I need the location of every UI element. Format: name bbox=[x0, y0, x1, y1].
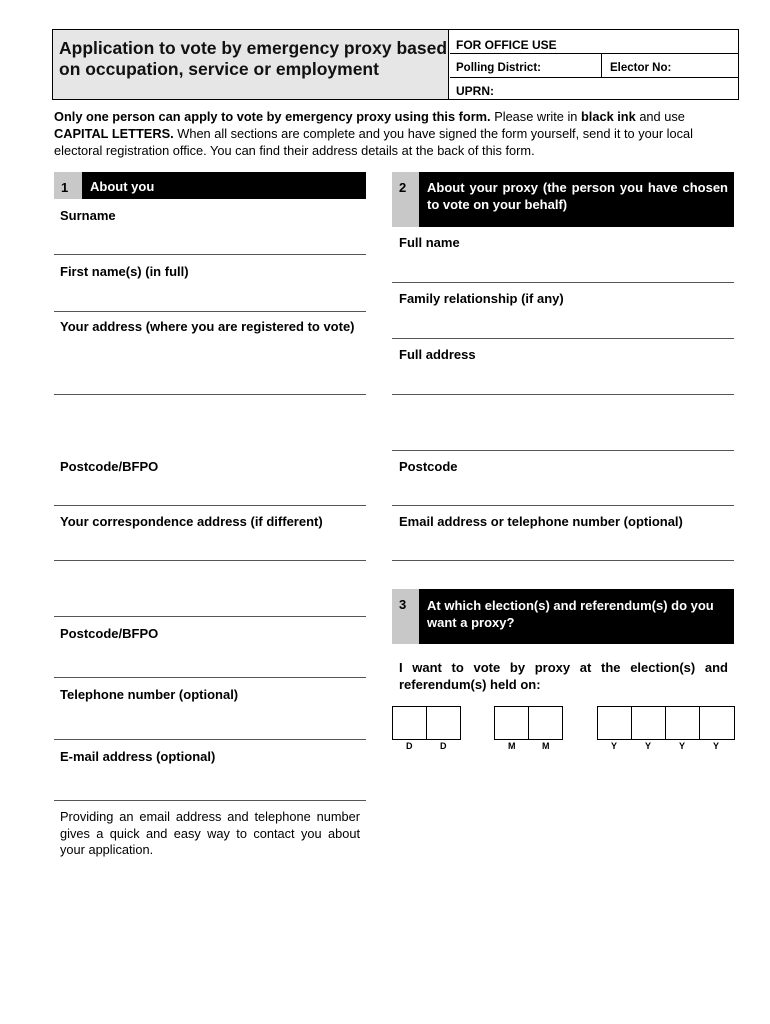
day-digit-1[interactable] bbox=[393, 707, 427, 739]
date-label-m2: M bbox=[542, 741, 550, 751]
correspondence-input-line-2[interactable] bbox=[54, 616, 366, 617]
intro-bold-3: CAPITAL LETTERS. bbox=[54, 126, 174, 141]
uprn-label: UPRN: bbox=[456, 84, 494, 98]
date-label-d2: D bbox=[440, 741, 447, 751]
intro-text-3: When all sections are complete and you have signed the form yourself, send it to your local electoral registration office. You can find their address details at the back of this form. bbox=[54, 126, 693, 158]
proxy-contact-label: Email address or telephone number (optional) bbox=[399, 514, 683, 529]
date-label-m1: M bbox=[508, 741, 516, 751]
section-3-title: At which election(s) and referendum(s) do you want a proxy? bbox=[419, 589, 734, 644]
section-1-number: 1 bbox=[54, 172, 82, 199]
section-1-title: About you bbox=[82, 172, 366, 199]
form-title-line1: Application to vote by emergency proxy based bbox=[59, 38, 448, 58]
address-label: Your address (where you are registered to vote) bbox=[60, 319, 355, 334]
date-label-y1: Y bbox=[611, 741, 618, 751]
section-2-title: About your proxy (the person you have chosen to vote on your behalf) bbox=[419, 172, 734, 227]
office-use-label: FOR OFFICE USE bbox=[450, 30, 738, 54]
office-use-box bbox=[450, 30, 738, 99]
form-header bbox=[52, 29, 739, 100]
telephone-label: Telephone number (optional) bbox=[60, 687, 239, 702]
proxy-relationship-input-line[interactable] bbox=[392, 338, 734, 339]
correspondence-input-line-1[interactable] bbox=[54, 560, 366, 561]
intro-bold-2: black ink bbox=[580, 109, 636, 124]
proxy-postcode-label: Postcode bbox=[399, 459, 458, 474]
polling-district-label: Polling District: bbox=[456, 62, 541, 74]
contact-note: Providing an email address and telephone number gives a quick and easy way to contact you about your application. bbox=[60, 809, 360, 857]
first-names-label: First name(s) (in full) bbox=[60, 264, 189, 279]
proxy-address-input-line-1[interactable] bbox=[392, 394, 734, 395]
postcode-input-line[interactable] bbox=[54, 505, 366, 506]
proxy-full-name-label: Full name bbox=[399, 235, 460, 250]
intro-instructions bbox=[54, 108, 734, 159]
form-title-cell bbox=[53, 30, 449, 99]
proxy-election-statement: I want to vote by proxy at the election(s) and referendum(s) held on: bbox=[399, 660, 728, 692]
proxy-address-label: Full address bbox=[399, 347, 476, 362]
email-label: E-mail address (optional) bbox=[60, 749, 216, 764]
uprn-field[interactable] bbox=[450, 78, 738, 99]
date-label-y2: Y bbox=[645, 741, 652, 751]
proxy-postcode-input-line[interactable] bbox=[392, 505, 734, 506]
form-title-line2: on occupation, service or employment bbox=[59, 59, 379, 79]
polling-district-field[interactable] bbox=[450, 54, 738, 78]
address-input-line[interactable] bbox=[54, 394, 366, 395]
correspondence-address-label: Your correspondence address (if different) bbox=[60, 514, 323, 529]
proxy-full-name-input-line[interactable] bbox=[392, 282, 734, 283]
elector-no-label: Elector No: bbox=[610, 62, 672, 74]
surname-input-line[interactable] bbox=[54, 254, 366, 255]
date-label-y4: Y bbox=[713, 741, 720, 751]
day-input[interactable] bbox=[392, 706, 461, 740]
first-names-input-line[interactable] bbox=[54, 311, 366, 312]
email-input-line[interactable] bbox=[54, 800, 366, 801]
postcode-label: Postcode/BFPO bbox=[60, 459, 159, 474]
telephone-input-line[interactable] bbox=[54, 739, 366, 740]
date-label-y3: Y bbox=[679, 741, 686, 751]
proxy-address-input-line-2[interactable] bbox=[392, 450, 734, 451]
year-digit-1[interactable] bbox=[598, 707, 632, 739]
intro-bold-1: Only one person can apply to vote by emergency proxy using this form. bbox=[54, 109, 491, 124]
intro-text-1: Please write in bbox=[494, 109, 578, 124]
year-digit-2[interactable] bbox=[632, 707, 666, 739]
surname-label: Surname bbox=[60, 208, 116, 223]
year-input[interactable] bbox=[597, 706, 735, 740]
month-input[interactable] bbox=[494, 706, 563, 740]
office-divider bbox=[601, 54, 602, 78]
correspondence-postcode-input-line[interactable] bbox=[54, 677, 366, 678]
proxy-relationship-label: Family relationship (if any) bbox=[399, 291, 564, 306]
section-2-number: 2 bbox=[392, 172, 419, 227]
year-digit-3[interactable] bbox=[666, 707, 700, 739]
month-digit-1[interactable] bbox=[495, 707, 529, 739]
section-3-number: 3 bbox=[392, 589, 419, 644]
intro-text-2: and use bbox=[639, 109, 685, 124]
elector-no-field[interactable] bbox=[610, 62, 671, 74]
correspondence-postcode-label: Postcode/BFPO bbox=[60, 626, 159, 641]
date-label-d1: D bbox=[406, 741, 413, 751]
proxy-contact-input-line[interactable] bbox=[392, 560, 734, 561]
